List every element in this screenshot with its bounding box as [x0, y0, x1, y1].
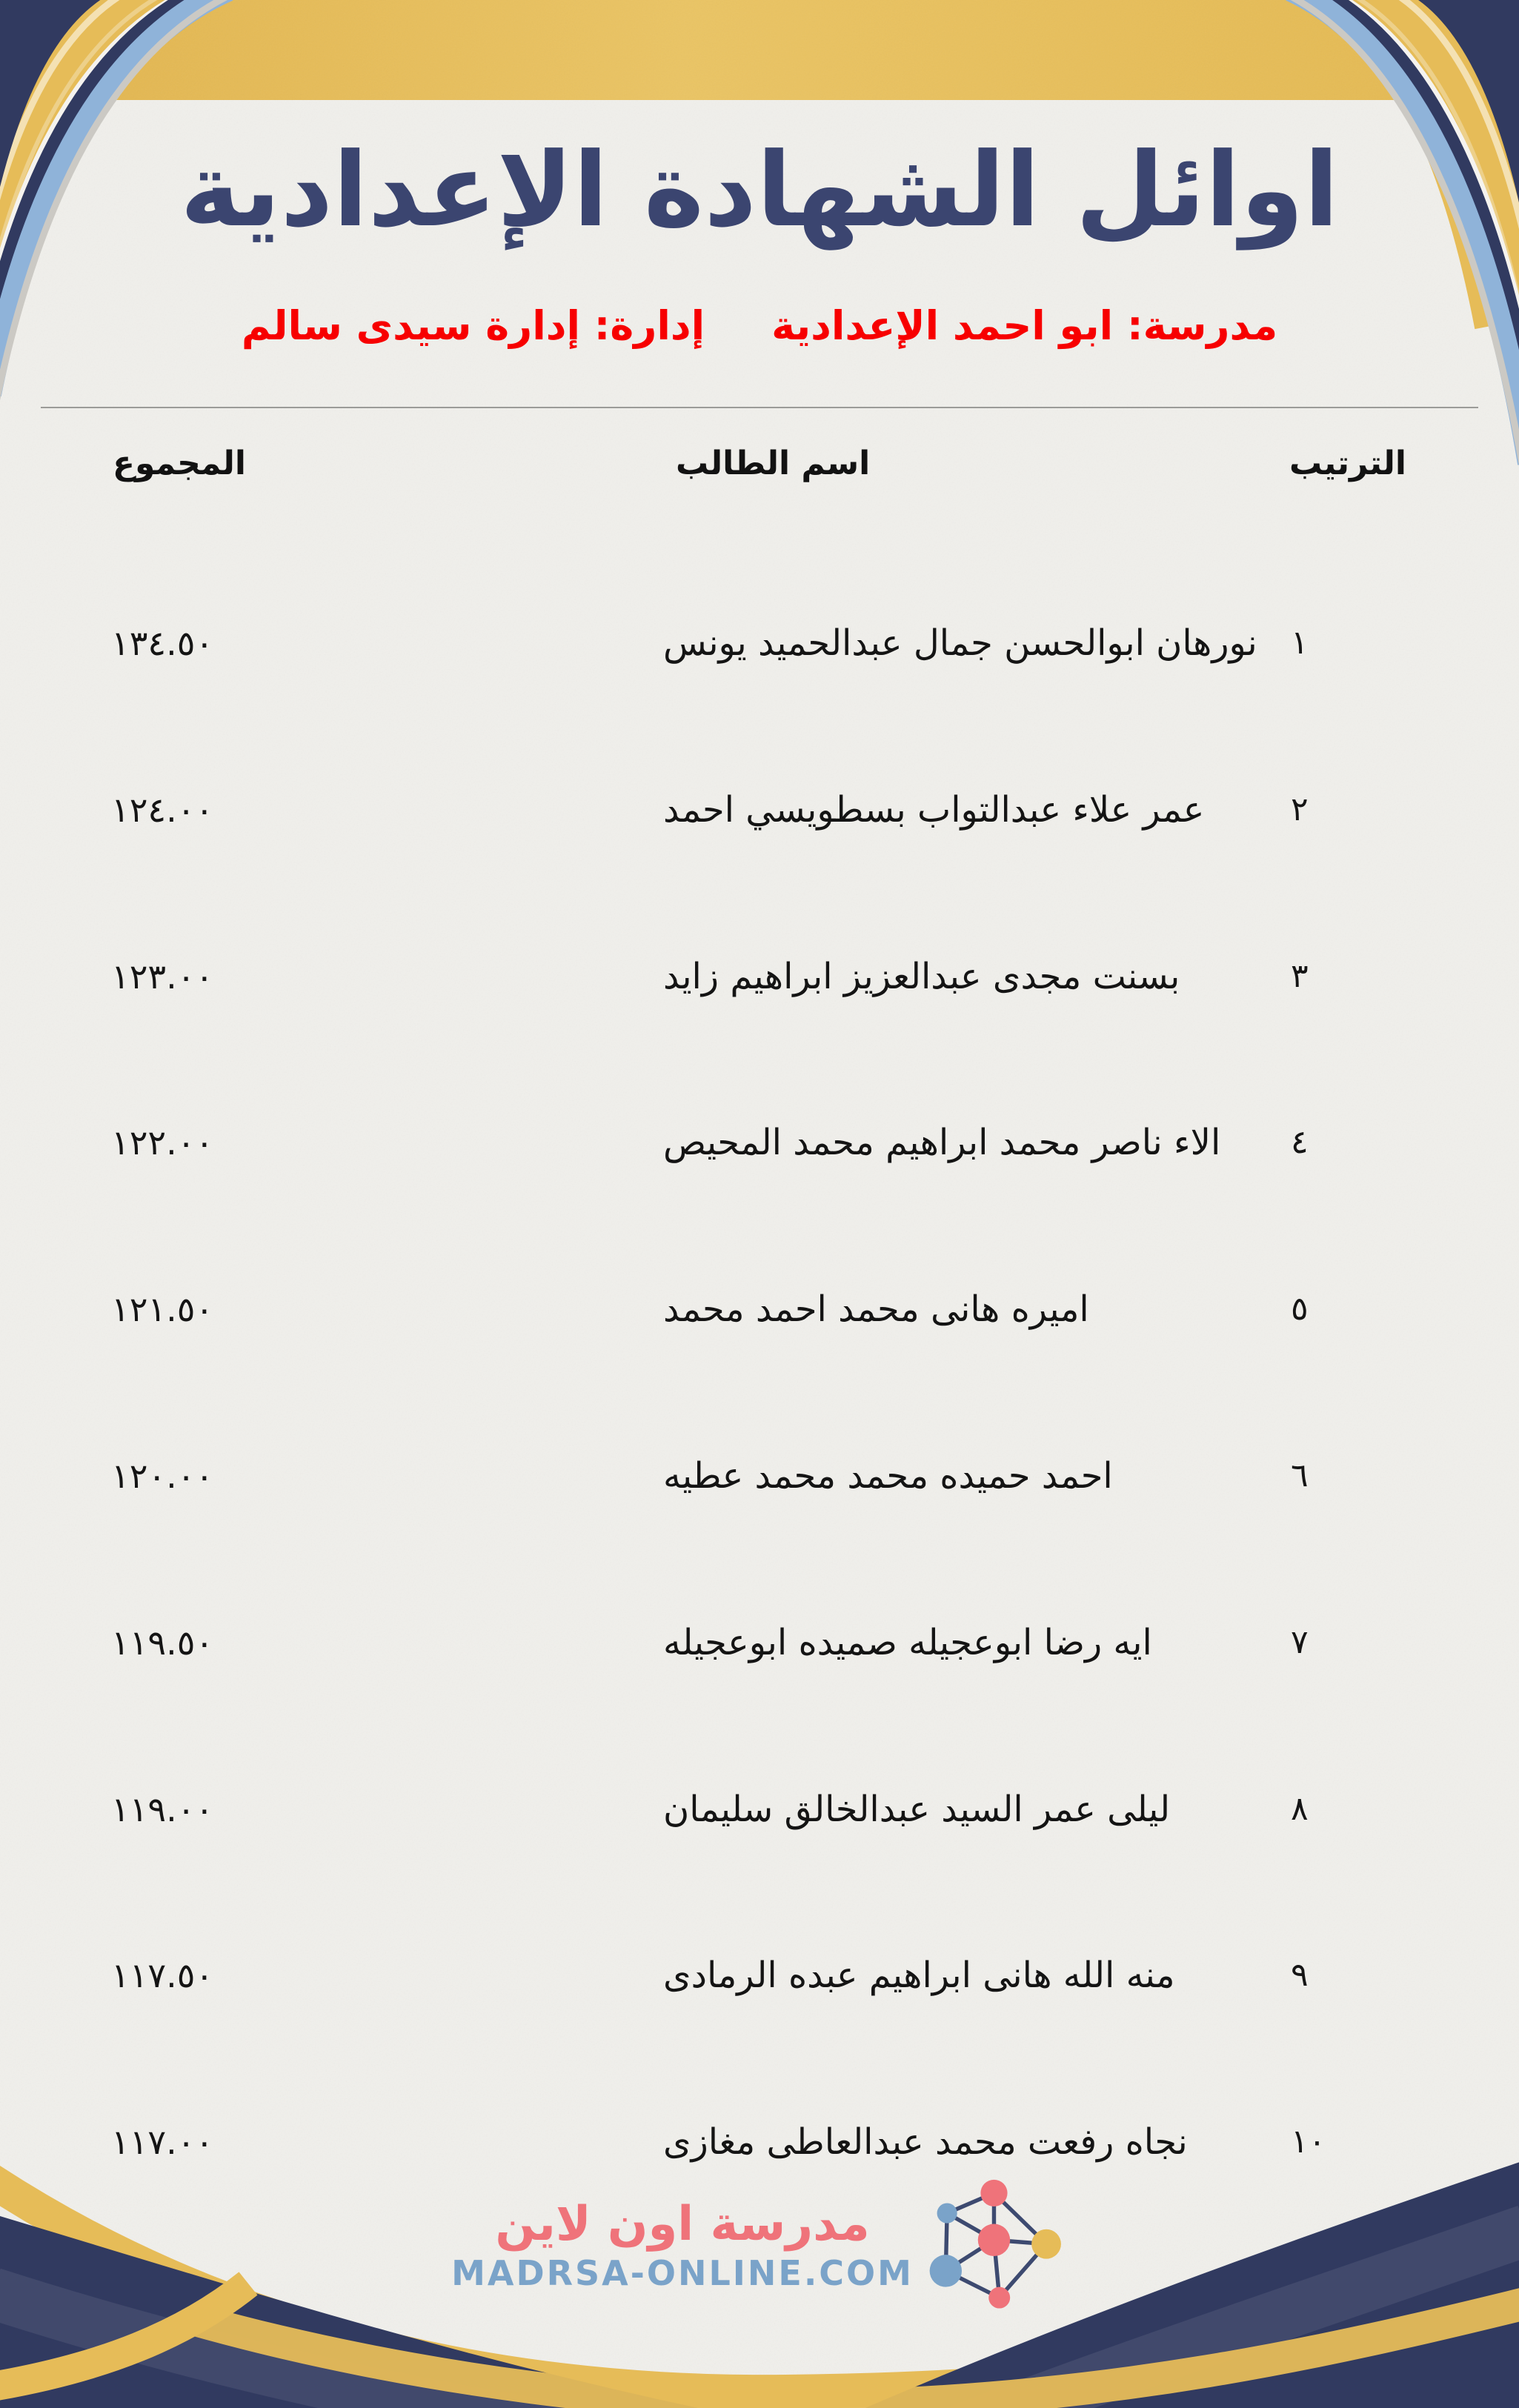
- rank-cell: ٤: [1291, 1123, 1309, 1162]
- table-row: [0, 2112, 1519, 2172]
- brand-domain: MADRSA-ONLINE.COM: [451, 2253, 914, 2294]
- total-cell: ١٣٤.٥٠: [111, 623, 214, 663]
- footer-brand: [0, 2177, 1519, 2314]
- table-row: [0, 780, 1519, 839]
- name-cell: اميره هانى محمد احمد محمد: [663, 1288, 1089, 1331]
- brand-arabic-name: مدرسة اون لاين: [495, 2197, 870, 2252]
- rank-cell: ٥: [1291, 1290, 1309, 1328]
- subtitle: [0, 302, 1519, 349]
- total-cell: ١٢٣.٠٠: [111, 956, 214, 997]
- total-cell: ١٢١.٥٠: [111, 1289, 214, 1330]
- name-cell: الاء ناصر محمد ابراهيم محمد المحيص: [663, 1122, 1221, 1164]
- total-cell: ١٢٢.٠٠: [111, 1122, 214, 1163]
- rank-cell: ١: [1291, 624, 1309, 662]
- column-header-total: المجموع: [113, 445, 246, 482]
- total-cell: ١١٧.٥٠: [111, 1955, 214, 1996]
- name-cell: ليلى عمر السيد عبدالخالق سليمان: [663, 1788, 1171, 1830]
- rank-cell: ٩: [1291, 1956, 1309, 1995]
- rank-cell: ٧: [1291, 1623, 1309, 1661]
- name-cell: احمد حميده محمد محمد عطيه: [663, 1455, 1113, 1497]
- brand-text: [451, 2198, 914, 2292]
- page-title: اوائل الشهادة الإعدادية: [180, 130, 1339, 250]
- total-cell: ١١٧.٠٠: [111, 2122, 214, 2163]
- name-cell: ايه رضا ابوعجيله صميده ابوعجيله: [663, 1621, 1152, 1663]
- table-row: [0, 947, 1519, 1006]
- rank-cell: ٨: [1291, 1789, 1309, 1828]
- administration-name: إدارة: إدارة سيدى سالم: [241, 302, 705, 349]
- table-row: [0, 1446, 1519, 1506]
- rank-cell: ١٠: [1291, 2123, 1326, 2161]
- table-row: [0, 613, 1519, 673]
- brand-network-icon: [927, 2177, 1068, 2314]
- total-cell: ١١٩.٥٠: [111, 1622, 214, 1663]
- column-header-rank: الترتيب: [1289, 445, 1406, 482]
- table-row: [0, 1613, 1519, 1672]
- rank-cell: ٦: [1291, 1457, 1309, 1494]
- header-divider: [41, 407, 1478, 408]
- table-row: [0, 1280, 1519, 1339]
- name-cell: نورهان ابوالحسن جمال عبدالحميد يونس: [663, 622, 1257, 664]
- name-cell: عمر علاء عبدالتواب بسطويسي احمد: [663, 788, 1205, 831]
- table-row: [0, 1946, 1519, 2005]
- total-cell: ١٢٤.٠٠: [111, 789, 214, 830]
- total-cell: ١٢٠.٠٠: [111, 1456, 214, 1496]
- name-cell: بسنت مجدى عبدالعزيز ابراهيم زايد: [663, 955, 1180, 997]
- total-cell: ١١٩.٠٠: [111, 1789, 214, 1829]
- column-header-name: اسم الطالب: [676, 445, 871, 482]
- rank-cell: ٢: [1291, 790, 1309, 828]
- rank-cell: ٣: [1291, 957, 1309, 995]
- table-row: [0, 1780, 1519, 1839]
- name-cell: منه الله هانى ابراهيم عبده الرمادى: [663, 1955, 1175, 1997]
- name-cell: نجاه رفعت محمد عبدالعاطى مغازى: [663, 2121, 1188, 2163]
- table-row: [0, 1113, 1519, 1172]
- school-name: مدرسة: ابو احمد الإعدادية: [771, 302, 1278, 349]
